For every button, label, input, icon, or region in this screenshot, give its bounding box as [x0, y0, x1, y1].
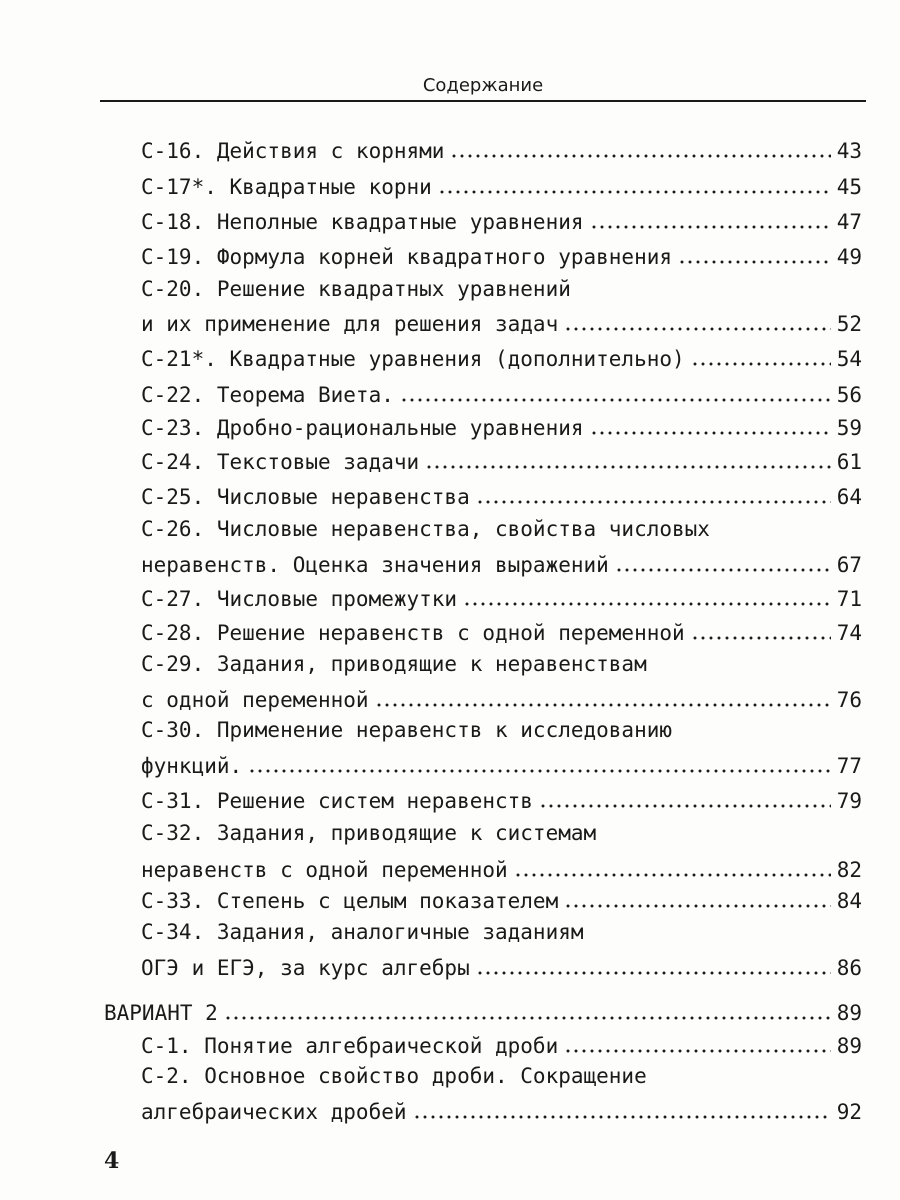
toc-entry-page: 92: [836, 1100, 862, 1124]
toc-entry-continued: [141, 514, 862, 548]
dot-leader: [438, 190, 831, 194]
toc-entry-title: С-33. Степень с целым показателем: [141, 889, 559, 913]
toc-entry-page: 79: [836, 789, 862, 813]
dot-leader: [476, 971, 831, 975]
dot-leader: [590, 431, 831, 435]
toc-entry-title: неравенств. Оценка значения выражений: [141, 553, 609, 577]
toc-entry: [141, 882, 862, 916]
toc-entry-title: С-21*. Квадратные уравнения (дополнительно): [141, 347, 685, 371]
toc-entry-page: 67: [836, 553, 862, 577]
dot-leader: [476, 500, 831, 504]
dot-leader: [224, 1016, 831, 1020]
dot-leader: [691, 362, 831, 366]
toc-entry-title: С-26. Числовые неравенства, свойства числовых: [141, 517, 710, 541]
toc-entry-page: 77: [836, 754, 862, 778]
toc-entry-title: С-23. Дробно-рациональные уравнения: [141, 416, 584, 440]
toc-entry-page: 47: [836, 210, 862, 234]
toc-entry-page: 64: [836, 485, 862, 509]
toc-entry-page: 56: [836, 383, 862, 407]
toc-entry-title: алгебраических дробей: [141, 1100, 407, 1124]
toc-entry-title: С-2. Основное свойство дроби. Сокращение: [141, 1064, 647, 1088]
toc-entry: [141, 203, 862, 237]
toc-entry-title: С-20. Решение квадратных уравнений: [141, 277, 571, 301]
toc-entry: [141, 546, 862, 580]
toc-entry: [141, 168, 862, 202]
toc-entry-continued: [141, 649, 862, 683]
toc-entry: [141, 681, 862, 715]
toc-entry-continued: [141, 917, 862, 951]
toc-entry-page: 89: [836, 1001, 862, 1025]
toc-entry-title: неравенств с одной переменной: [141, 858, 508, 882]
toc-entry-title: С-29. Задания, приводящие к неравенствам: [141, 652, 647, 676]
toc-entry-title: С-18. Неполные квадратные уравнения: [141, 210, 584, 234]
toc-entry-continued: [141, 1061, 862, 1095]
toc-entry-page: 45: [836, 175, 862, 199]
dot-leader: [615, 568, 831, 572]
toc-entry-title: и их применение для решения задач: [141, 312, 559, 336]
toc-entry: [141, 443, 862, 477]
toc-entry-title: С-30. Применение неравенств к исследованию: [141, 718, 673, 742]
dot-leader: [678, 260, 831, 264]
toc-entry-page: 61: [836, 450, 862, 474]
toc-entry-title: С-1. Понятие алгебраической дроби: [141, 1034, 559, 1058]
toc-entry-continued: [141, 715, 862, 749]
dot-leader: [691, 636, 831, 640]
toc-entry: [141, 1093, 862, 1127]
dot-leader: [450, 154, 830, 158]
toc-entry-page: 74: [836, 621, 862, 645]
toc-entry-title: С-31. Решение систем неравенств: [141, 789, 533, 813]
toc-entry-title: С-19. Формула корней квадратного уравнения: [141, 245, 673, 269]
toc-entry-page: 49: [836, 245, 862, 269]
toc-entry-continued: [141, 274, 862, 308]
toc-entry: [141, 478, 862, 512]
toc-entry-title: С-32. Задания, приводящие к системам: [141, 821, 597, 845]
toc-entry: [141, 949, 862, 983]
toc-entry-page: 52: [836, 312, 862, 336]
toc-entry-title: С-28. Решение неравенств с одной переменной: [141, 621, 685, 645]
dot-leader: [413, 1115, 831, 1119]
toc-entry-page: 43: [836, 139, 862, 163]
toc-entry: [141, 238, 862, 272]
toc-entry-continued: [141, 818, 862, 852]
dot-leader: [463, 602, 831, 606]
dot-leader: [514, 873, 831, 877]
toc-entry: [141, 747, 862, 781]
dot-leader: [564, 904, 830, 908]
dot-leader: [400, 398, 831, 402]
toc-entry: [141, 580, 862, 614]
toc-entry-title: с одной переменной: [141, 688, 369, 712]
toc-entry: [141, 132, 862, 166]
toc-entry-title: С-25. Числовые неравенства: [141, 485, 470, 509]
toc-entry: [141, 340, 862, 374]
toc-entry-page: 82: [836, 858, 862, 882]
toc-entry: [141, 851, 862, 885]
dot-leader: [590, 225, 831, 229]
toc-entry-page: 89: [836, 1034, 862, 1058]
running-head: Содержание: [422, 75, 544, 96]
toc-entry-title: С-17*. Квадратные корни: [141, 175, 432, 199]
toc-entry-page: 86: [836, 956, 862, 980]
toc-entry-title: С-24. Текстовые задачи: [141, 450, 420, 474]
page-number: 4: [104, 1148, 120, 1174]
dot-leader: [248, 769, 831, 773]
toc-entry: [141, 305, 862, 339]
toc-entry: [141, 782, 862, 816]
toc-entry-title: С-34. Задания, аналогичные заданиям: [141, 920, 584, 944]
dot-leader: [539, 804, 831, 808]
dot-leader: [564, 1049, 830, 1053]
toc-entry: [141, 1027, 862, 1061]
toc-entry-title: С-27. Числовые промежутки: [141, 587, 458, 611]
toc-entry-title: ОГЭ и ЕГЭ, за курс алгебры: [141, 956, 470, 980]
dot-leader: [564, 327, 830, 331]
toc-entry-page: 71: [836, 587, 862, 611]
toc-entry: [104, 994, 862, 1028]
toc-entry-page: 76: [836, 688, 862, 712]
dot-leader: [425, 465, 831, 469]
toc-entry-page: 59: [836, 416, 862, 440]
dot-leader: [375, 703, 831, 707]
toc-entry: [141, 614, 862, 648]
toc-entry-title: С-22. Теорема Виета.: [141, 383, 394, 407]
toc-entry-page: 84: [836, 889, 862, 913]
toc-entry-title: функций.: [141, 754, 243, 778]
toc-entry-title: ВАРИАНТ 2: [104, 1001, 218, 1025]
toc-entry-page: 54: [836, 347, 862, 371]
toc-entry: [141, 409, 862, 443]
toc-entry: [141, 376, 862, 410]
toc-entry-title: С-16. Действия с корнями: [141, 139, 445, 163]
